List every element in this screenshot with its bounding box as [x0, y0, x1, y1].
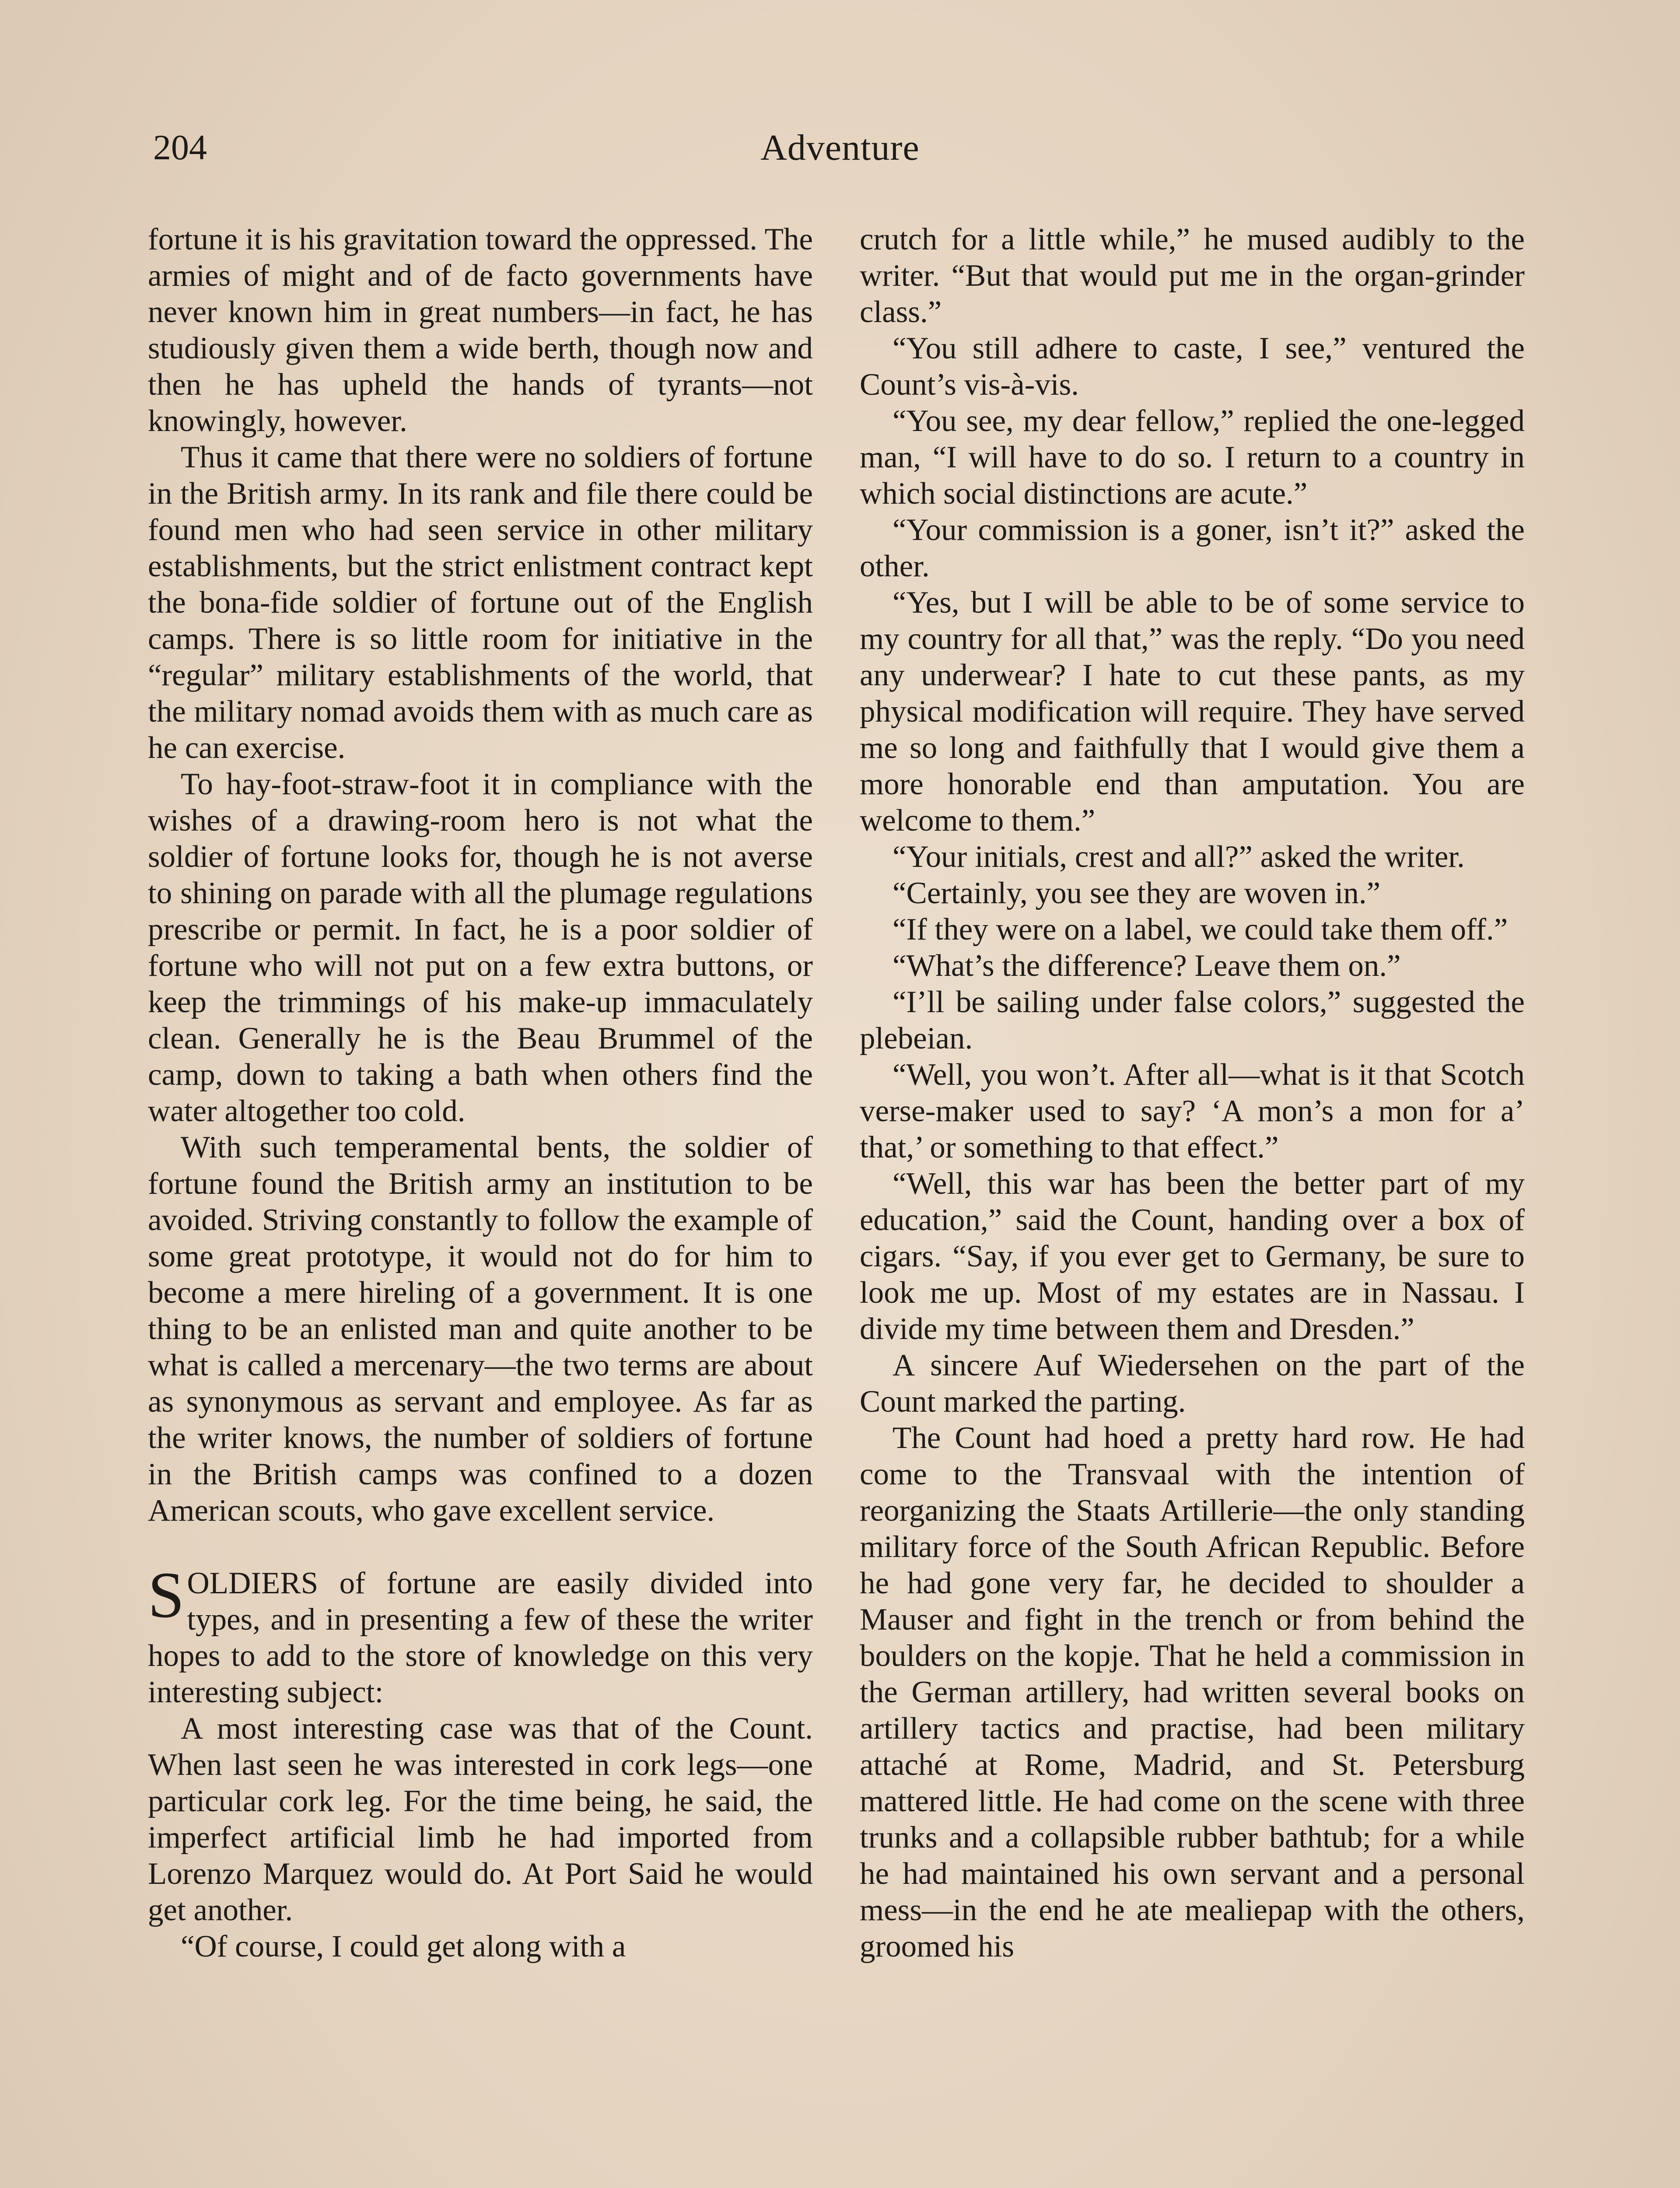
paragraph: Thus it came that there were no soldiers of fortune in the British army. In its rank and file there could be found men who had seen service in other military establishments, but the strict enlistment contract kept the bona-fide soldier of fortune out of the English camps. There is so little room for initiative in the “regular” military establishments of the world, that the military nomad avoids them with as much care as he can exercise. — [148, 440, 813, 765]
right-column — [860, 221, 1525, 1965]
paragraph: “You see, my dear fellow,” replied the one-legged man, “I will have to do so. I return to a country in which social distinctions are acute.” — [860, 404, 1525, 511]
page-number: 204 — [153, 127, 207, 167]
paragraph: “Well, you won’t. After all—what is it that Scotch verse-maker used to say? ‘A mon’s a mon for a’ that,’ or something to that effect.” — [860, 1058, 1525, 1164]
paragraph: “Your initials, crest and all?” asked the writer. — [892, 840, 1465, 874]
paragraph: A most interesting case was that of the Count. When last seen he was interested in cork legs—one particular cork leg. For the time being, he said, the imperfect artificial limb he had imported from Lorenzo Marquez would do. At Port Said he would get another. — [148, 1711, 813, 1927]
paragraph: With such temperamental bents, the soldier of fortune found the British army an institution to be avoided. Striving constantly to follow the example of some great prototype, it would not do for him to become a mere hireling of a government. It is one thing to be an enlisted man and quite another to be what is called a mercenary—the two terms are about as synonymous as servant and employee. As far as the writer knows, the number of soldiers of fortune in the British camps was confined to a dozen American scouts, who gave excellent service. — [148, 1130, 813, 1528]
paragraph: fortune it is his gravitation toward the oppressed. The armies of might and of de facto governments have never known him in great numbers—in fact, he has studiously given them a wide berth, though now and then he has upheld the hands of tyrants—not knowingly, however. — [148, 222, 813, 438]
paragraph: “You still adhere to caste, I see,” ventured the Count’s vis-à-vis. — [860, 331, 1525, 402]
paragraph: “Your commission is a goner, isn’t it?” asked the other. — [860, 513, 1525, 583]
paragraph: “Certainly, you see they are woven in.” — [892, 876, 1381, 910]
section-opening-text: OLDIERS of fortune are easily divided into types, and in presenting a few of these the writer hopes to add to the store of knowledge on this very interesting subject: — [148, 1566, 813, 1709]
paragraph: “If they were on a label, we could take them off.” — [892, 912, 1508, 947]
paragraph: The Count had hoed a pretty hard row. He had come to the Transvaal with the intention of reorganizing the Staats Artillerie—the only standing military force of the South African Republic. Before he had gone very far, he decided to shoulder a Mauser and fight in the trench or from behind the boulders on the kopje. That he held a commission in the German artillery, had written several books on artillery tactics and practise, had been military attaché at Rome, Madrid, and St. Petersburg mattered little. He had come on the scene with three trunks and a collapsible rubber bathtub; for a while he had maintained his own servant and a personal mess—in the end he ate mealiepap with the others, groomed his — [860, 1421, 1525, 1964]
paragraph: “Well, this war has been the better part of my education,” said the Count, handing over a box of cigars. “Say, if you ever get to Germany, be sure to look me up. Most of my estates are in Nassau. I divide my time between them and Dresden.” — [860, 1167, 1525, 1346]
section-opening-paragraph — [148, 1559, 813, 1711]
paragraph: “What’s the difference? Leave them on.” — [892, 949, 1401, 983]
paragraph: crutch for a little while,” he mused audibly to the writer. “But that would put me in the organ-grinder class.” — [860, 222, 1525, 329]
paragraph: “I’ll be sailing under false colors,” suggested the plebeian. — [860, 985, 1525, 1055]
paragraph: A sincere Auf Wiedersehen on the part of the Count marked the parting. — [860, 1348, 1525, 1419]
running-head: Adventure — [760, 127, 920, 168]
drop-cap: S — [148, 1559, 185, 1631]
paragraph: “Yes, but I will be able to be of some service to my country for all that,” was the reply. “Do you need any underwear? I hate to cut these pants, as my physical modification will require. They have served me so long and faithfully that I would give them a more honorable end than amputation. You are welcome to them.” — [860, 586, 1525, 838]
paragraph: To hay-foot-straw-foot it in compliance with the wishes of a drawing-room hero is not what the soldier of fortune looks for, though he is not averse to shining on parade with all the plumage regulations prescribe or permit. In fact, he is a poor soldier of fortune who will not put on a few extra buttons, or keep the trimmings of his make-up immaculately clean. Generally he is the Beau Brummel of the camp, down to taking a bath when others find the water altogether too cold. — [148, 767, 813, 1128]
left-column — [148, 221, 813, 1965]
paragraph: “Of course, I could get along with a — [181, 1929, 626, 1964]
